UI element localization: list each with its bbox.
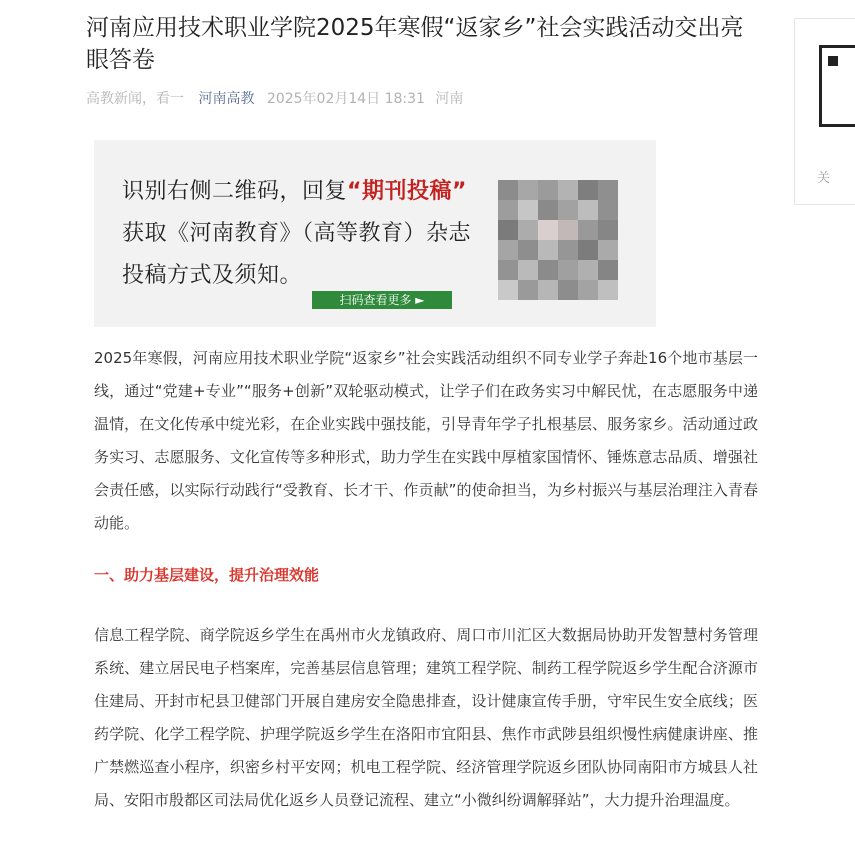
section-heading-1: 一、助力基层建设，提升治理效能 <box>94 566 320 584</box>
article-meta <box>86 88 469 108</box>
banner-line-2: 获取《河南教育》（高等教育）杂志 <box>122 221 472 246</box>
meta-source-link[interactable]: 河南高教 <box>198 91 255 107</box>
meta-location: 河南 <box>435 91 464 107</box>
side-qr-panel[interactable] <box>794 18 855 205</box>
side-panel-text: 关 <box>817 171 831 186</box>
banner-highlight: “期刊投稿” <box>347 179 467 204</box>
paragraph-section-1: 信息工程学院、商学院返乡学生在禹州市火龙镇政府、周口市川汇区大数据局协助开发智慧村务管理系统、建立居民电子档案库，完善基层信息管理；建筑工程学院、制药工程学院返乡学生配合济源市住建局、开封市杞县卫健部门开展自建房安全隐患排查，设计健康宣传手册，守牢民生安全底线；医药学院、化学工程学院、护理学院返乡学生在洛阳市宜阳县、焦作市武陟县组织慢性病健康讲座、推广禁燃巡查小程序，织密乡村平安网；机电工程学院、经济管理学院返乡团队协同南阳市方城县人社局、安阳市殷都区司法局优化返乡人员登记流程、建立“小微纠纷调解驿站”，大力提升治理温度。 <box>94 626 758 809</box>
qr-code-icon <box>819 45 855 127</box>
article-title: 河南应用技术职业学院2025年寒假“返家乡”社会实践活动交出亮眼答卷 <box>86 15 744 73</box>
banner-line-1-prefix: 识别右侧二维码，回复 <box>122 179 348 204</box>
paragraph-intro: 2025年寒假，河南应用技术职业学院“返家乡”社会实践活动组织不同专业学子奔赴16个地市基层一线，通过“党建+专业”“服务+创新”双轮驱动模式，让学子们在政务实习中解民忧，在志愿服务中递温情，在文化传承中绽光彩，在企业实践中强技能，引导青年学子扎根基层、服务家乡。活动通过政务实习、志愿服务、文化宣传等多种形式，助力学生在实践中厚植家国情怀、锤炼意志品质、增强社会责任感，以实际行动践行“受教育、长才干、作贡献”的使命担当，为乡村振兴与基层治理注入青春动能。 <box>94 349 758 532</box>
qr-code-icon[interactable] <box>498 180 618 300</box>
banner-line-3: 投稿方式及须知。 <box>122 263 303 288</box>
scan-more-button[interactable]: 扫码查看更多 ► <box>312 291 452 309</box>
submission-banner[interactable] <box>94 140 656 327</box>
meta-channel: 高教新闻，看一 <box>86 91 184 107</box>
banner-line-1 <box>122 174 467 205</box>
meta-datetime: 2025年02月14日 18:31 <box>266 91 425 107</box>
